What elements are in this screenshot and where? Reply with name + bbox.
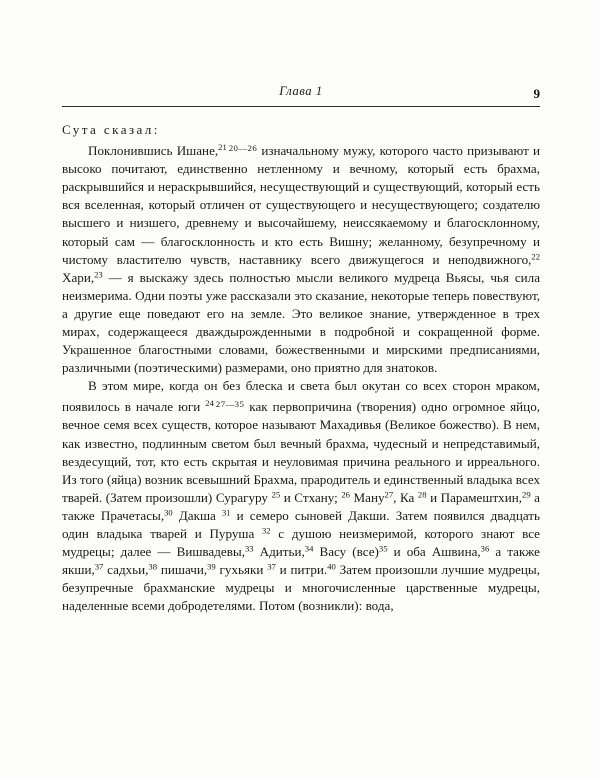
para1-seg-2: изначальному мужу, которого часто призывают и высоко почитают, единственно нетленному и вечному, который есть брахма, раскрывшийся и нераскрывшийся, несуществующий и существующий, который есть вся вселенная, который отличен от существующего и несуществующего; создателю высшего и низшего, древнему и высочайшему, неиссякаемому и благосклонному, который сам — благосклонность и кто есть Вишну; желанному, безупречному и чистому властителю чувств, наставнику всего движущегося и неподвижного, [62,143,540,267]
para2-seg-8: Дакша [172,507,222,523]
para2-seg-15: садхьи, [103,562,149,578]
footnote-ref-35: 35 [378,543,388,554]
para2-seg-11: Адитьи, [253,544,305,560]
footnote-ref-32: 32 [261,525,271,536]
footnote-ref-37b: 37 [267,561,276,572]
margin-note-20-26: 20—26 [228,143,258,154]
para2-seg-9: и семеро сыновей Дакши. Затем появился двадцать один владыка тварей и Пуруша [62,507,540,541]
footnote-ref-39: 39 [207,561,216,572]
para2-seg-2: как первопричина (творения) одно огромное яйцо, вечное семя всех существ, которое называют Махадивья (Великое божество). В нем, как известно, подлинным светом был вечный брахма, чудесный и непредставимый, вездесущий, тот, кто есть скрытая и неуловимая причина реального и ирреального. Из того (яйца) возник всевышний Брахма, прародитель и единственный владыка всех тварей. (Затем произошли) Сурагуру [62,399,541,505]
page-header [62,84,540,102]
page-body [62,121,540,615]
speaker-label: Сута сказал: [62,122,160,137]
para2-seg-6: и Парамештхин, [426,489,523,505]
para2-seg-14: а также якши, [62,544,540,578]
footnote-ref-31: 31 [221,507,231,518]
para2-seg-4: Ману [349,489,385,505]
header-divider [62,106,540,107]
footnote-ref-30: 30 [164,507,173,518]
chapter-title: Глава 1 [279,84,323,98]
para1-seg-1: Поклонившись Ишане, [88,143,219,159]
para2-seg-19: Затем произошли лучшие мудрецы, безупречные брахманские мудрецы и многочисленные царственные мудрецы, наделенные всеми добродетелями. Потом (возникли): вода, [62,562,540,614]
footnote-ref-21: 21 [218,142,227,153]
footnote-ref-33: 33 [244,543,254,554]
para2-seg-10: с душою неизмеримой, которого знают все мудрецы; далее — Вишвадевы, [62,525,540,560]
para2-seg-3: и Стхану; [280,489,342,505]
footnote-ref-29: 29 [522,489,531,500]
para2-seg-5: , Ка [393,489,418,505]
footnote-ref-27: 27 [384,489,394,500]
footnote-ref-37: 37 [94,561,104,572]
footnote-ref-25: 25 [271,489,281,500]
para1-seg-4: — я выскажу здесь полностью мысли великого мудреца Вьясы, чья сила неизмерима. Одни поэты уже рассказали это сказание, некоторые теперь повествуют, а другие еще поведают его на земле. Это великое знание, утвержденное в трех мирах, содержащееся дваждырожденными в подробной и сокращенной форме. Украшенное благостными словами, божественными и мирскими предписаниями, различными (поэтическими) размерами, оно приятно для знатоков. [62,269,540,376]
footnote-ref-36: 36 [480,543,490,554]
footnote-ref-34: 34 [304,543,314,554]
para2-seg-1: В этом мире, когда он без блеска и света был окутан со всех сторон мраком, появилось в начале юги [62,378,540,415]
footnote-ref-40: 40 [327,561,336,572]
page-number: 9 [533,86,540,101]
footnote-ref-38: 38 [148,561,158,572]
para2-seg-12: Васу (все) [313,544,379,560]
para2-seg-18: и питри. [275,562,328,578]
paragraph-2 [62,377,540,615]
footnote-ref-28: 28 [417,489,427,500]
footnote-ref-24: 24 [205,398,214,409]
para1-seg-3: Хари, [62,269,95,285]
footnote-ref-23: 23 [94,268,103,279]
paragraph-1 [62,139,540,377]
margin-note-27-35: 27—35 [215,399,245,410]
para2-seg-16: пишачи, [157,562,208,578]
para2-seg-17: гухьяки [215,562,268,578]
para2-seg-13: и оба Ашвина, [387,544,481,560]
footnote-ref-22: 22 [531,250,540,261]
footnote-ref-26: 26 [341,489,350,500]
speaker-line [62,121,540,139]
para2-seg-7: а также Прачетасы, [62,489,540,523]
